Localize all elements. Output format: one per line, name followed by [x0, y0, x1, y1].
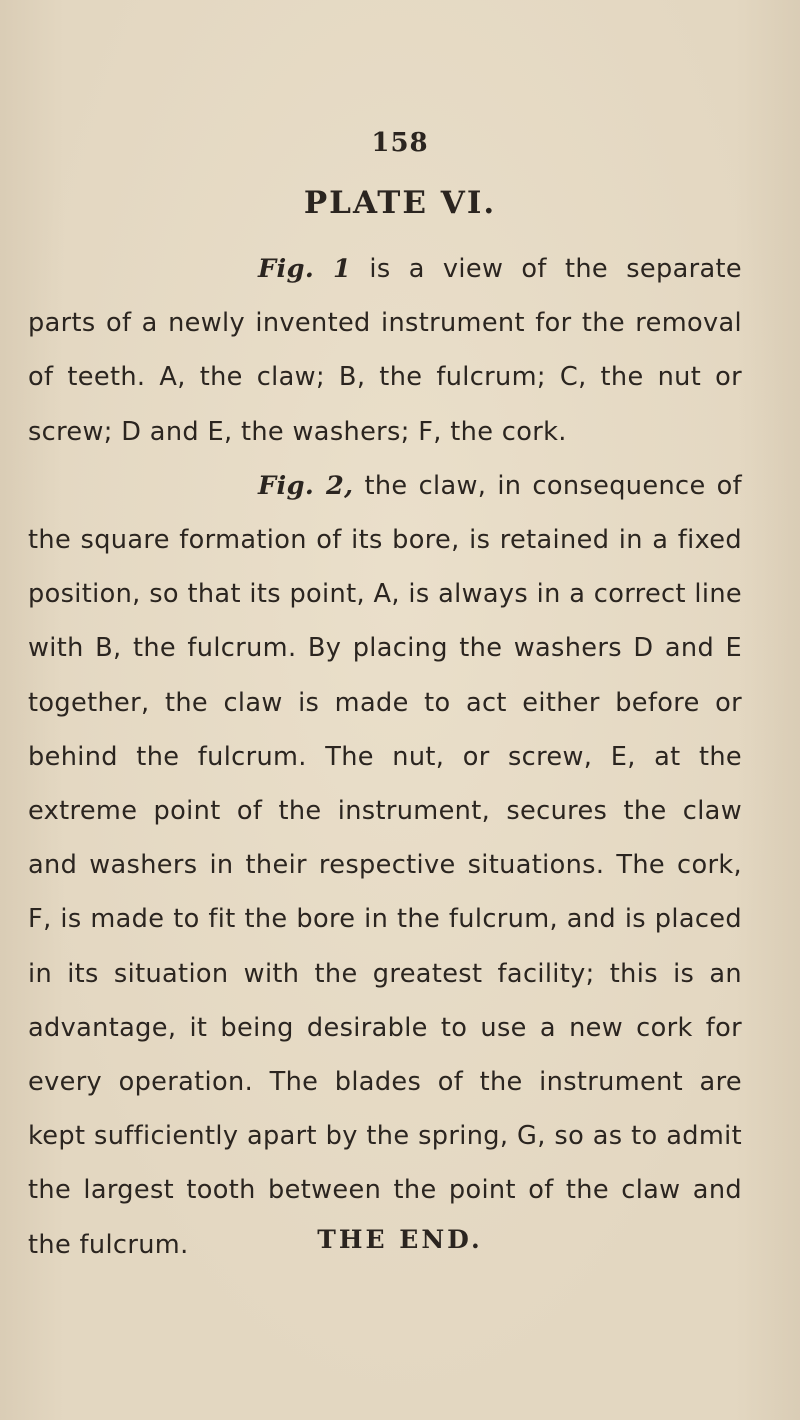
paragraph-fig-2: [28, 459, 742, 1272]
fig-1-text: is a view of the separate parts of a newly invented instrument for the removal of teeth. A, the claw; B, the fulcrum; C, the nut or screw; D and E, the washers; F, the cork.: [28, 254, 742, 447]
fig-2-text: the claw, in consequence of the square formation of its bore, is retained in a fixed position, so that its point, A, is always in a correct line with B, the fulcrum. By placing the washers D and E together, the claw is made to act either before or behind the fulcrum. The nut, or screw, E, at the extreme point of the instrument, secures the claw and washers in their respective situations. The cork, F, is made to fit the bore in the fulcrum, and is placed in its situation with the greatest facility; this is an advantage, it being desirable to use a new cork for every operation. The blades of the instrument are kept sufficiently apart by the spring, G, so as to admit the largest tooth between the point of the claw and the fulcrum.: [28, 470, 743, 1260]
page-number: 158: [371, 128, 429, 158]
paragraph-fig-1: [28, 242, 742, 459]
fig-2-label: Fig. 2,: [258, 470, 354, 501]
fig-1-label: Fig. 1: [258, 254, 352, 284]
end-mark: THE END.: [317, 1225, 483, 1254]
plate-title: PLATE VI.: [303, 185, 497, 221]
body-text: [28, 242, 743, 1272]
